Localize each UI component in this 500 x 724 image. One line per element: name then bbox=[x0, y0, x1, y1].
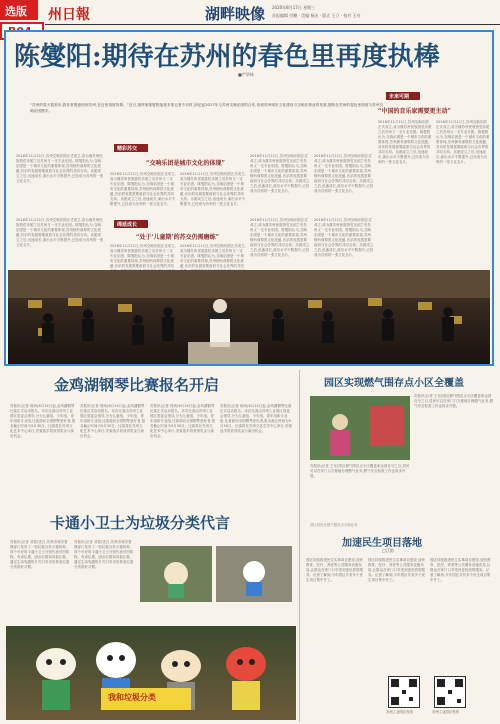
cartoon-thumb-1 bbox=[140, 546, 212, 602]
qr-code-1[interactable] bbox=[388, 676, 420, 708]
livelihood-body-col-3: 园区持续推进民生实事项目建设,加快教育、医疗、养老等公共服务设施布局,让群众在家门口享受到更优质的服务。记者了解到,今年园区共有多个民生项目集中开工。 bbox=[430, 558, 491, 582]
cartoon-figures bbox=[6, 626, 296, 720]
gas-article[interactable] bbox=[302, 370, 496, 530]
livelihood-headline: 加速民生项目落地 bbox=[342, 538, 422, 549]
piano-body-col-2: 苏报讯(记者 蒋尚)8月14日起,金鸡湖钢琴比赛正式启动报名。本次比赛由苏州工业园区管委会指导,分为儿童组、少年组、青年组和专业组,比赛面向全国钢琴爱好者,报名截止时间为9月30日。比赛将在苏州文化艺术中心举行,决赛选手将获得奖金与演出机会。 bbox=[80, 404, 146, 438]
piano-body-col-4: 苏报讯(记者 蒋尚)8月14日起,金鸡湖钢琴比赛正式启动报名。本次比赛由苏州工业园区管委会指导,分为儿童组、少年组、青年组和专业组,比赛面向全国钢琴爱好者,报名截止时间为9月30日。比赛将在苏州文化艺术中心举行,决赛选手将获得奖金与演出机会。 bbox=[220, 404, 293, 433]
conductor-figure bbox=[208, 299, 232, 347]
lead-body-col-9: 2016年11月11日,苏州交响乐团正式成立,成为继苏州民族管弦乐团之后苏州又一支专业乐团。陈燮阳认为,交响乐团是一个城市文化的重要体现,苏州拥有深厚的文化底蕴,音乐的发展需要政府与社会各界的共同支持。乐团成立之后,迅速成长,演出水平不断提升,已经成为苏州的一张文化名片。 bbox=[250, 218, 310, 257]
select-edition-label: 选版 bbox=[5, 5, 27, 18]
lead-body-col-1: 2016年11月11日,苏州交响乐团正式成立,成为继苏州民族管弦乐团之后苏州又一支专业乐团。陈燮阳认为,交响乐团是一个城市文化的重要体现,苏州拥有深厚的文化底蕴,音乐的发展需要政府与社会各界的共同支持。乐团成立之后,迅速成长,演出水平不断提升,已经成为苏州的一张文化名片。 bbox=[16, 154, 104, 183]
cartoon-main-photo bbox=[6, 626, 296, 720]
piano-article[interactable] bbox=[6, 370, 296, 508]
cartoon-thumb-2 bbox=[216, 546, 292, 602]
lead-article[interactable] bbox=[4, 30, 494, 366]
masthead-meta-2: 苏报编辑 付栅 · 美编 杨洁 · 版式 王立 · 校对 王舟 bbox=[272, 13, 361, 18]
lead-headline: 陈燮阳:期待在苏州的春色里再度执棒 bbox=[14, 42, 440, 72]
lead-body-col-5: 2016年11月11日,苏州交响乐团正式成立,成为继苏州民族管弦乐团之后苏州又一支专业乐团。陈燮阳认为,交响乐团是一个城市文化的重要体现,苏州拥有深厚的文化底蕴,音乐的发展需要政府与社会各界的共同支持。乐团成立之后,迅速成长,演出水平不断提升,已经成为苏州的一张文化名片。 bbox=[314, 154, 374, 193]
cartoon-sign: 我和垃圾分类 bbox=[108, 693, 156, 702]
tag-growth: 绵延成长 bbox=[114, 220, 148, 228]
lead-sub-heading-2: “处于‘儿童期’的苏交仍需磨练” bbox=[136, 234, 220, 241]
lead-body-col-2: 2016年11月11日,苏州交响乐团正式成立,成为继苏州民族管弦乐团之后苏州又一支专业乐团。陈燮阳认为,交响乐团是一个城市文化的重要体现,苏州拥有深厚的文化底蕴,音乐的发展需要政府与社会各界的共同支持。乐团成立之后,迅速成长,演出水平不断提升,已经成为苏州的一张文化名片。 bbox=[110, 172, 176, 206]
gas-photo bbox=[310, 396, 410, 460]
orchestra-photo bbox=[8, 270, 490, 364]
lead-intro: “苏州的春天很美好,我非常愿意回到苏州,在这里再度执棒。”近日,指挥家陈燮阳接受本报记者专访时,回忆起2017年与苏州交响乐团的合作,谈到苏州城市文化建设与交响乐事业的发展,期待在苏州的春色里再度与苏州交响乐团携手。 bbox=[30, 103, 384, 113]
qr-code-2[interactable] bbox=[434, 676, 466, 708]
cartoon-body-col-1: 苏报讯(记者 刘春)近日,苏州市城市管理部门发布了一组垃圾分类卡通形象,四个可爱的卡通小卫士分别代表可回收物、有害垃圾、厨余垃圾和其他垃圾,通过生动有趣的方式引导市民养成垃圾分类的好习惯。 bbox=[10, 540, 70, 569]
lead-body-col-6: 2016年11月11日,苏州交响乐团正式成立,成为继苏州民族管弦乐团之后苏州又一支专业乐团。陈燮阳认为,交响乐团是一个城市文化的重要体现,苏州拥有深厚的文化底蕴,音乐的发展需要政府与社会各界的共同支持。乐团成立之后,迅速成长,演出水平不断提升,已经成为苏州的一张文化名片。 bbox=[16, 218, 104, 247]
lead-body-col-3: 2016年11月11日,苏州交响乐团正式成立,成为继苏州民族管弦乐团之后苏州又一支专业乐团。陈燮阳认为,交响乐团是一个城市文化的重要体现,苏州拥有深厚的文化底蕴,音乐的发展需要政府与社会各界的共同支持。乐团成立之后,迅速成长,演出水平不断提升,已经成为苏州的一张文化名片。 bbox=[180, 172, 246, 206]
cartoon-headline: 卡通小卫士为垃圾分类代言 bbox=[50, 514, 231, 532]
masthead-meta-1: 2020年8月17日 星期三 bbox=[272, 5, 316, 10]
gas-headline: 园区实现燃气围存点小区全覆盖 bbox=[324, 378, 464, 389]
livelihood-body-col-2: 园区持续推进民生实事项目建设,加快教育、医疗、养老等公共服务设施布局,让群众在家门口享受到更优质的服务。记者了解到,今年园区共有多个民生项目集中开工。 bbox=[368, 558, 426, 582]
piano-body-col-3: 苏报讯(记者 蒋尚)8月14日起,金鸡湖钢琴比赛正式启动报名。本次比赛由苏州工业园区管委会指导,分为儿童组、少年组、青年组和专业组,比赛面向全国钢琴爱好者,报名截止时间为9月30日。比赛将在苏州文化艺术中心举行,决赛选手将获得奖金与演出机会。 bbox=[150, 404, 216, 438]
column-divider bbox=[299, 370, 300, 722]
lead-body-col-4: 2016年11月11日,苏州交响乐团正式成立,成为继苏州民族管弦乐团之后苏州又一支专业乐团。陈燮阳认为,交响乐团是一个城市文化的重要体现,苏州拥有深厚的文化底蕴,音乐的发展需要政府与社会各界的共同支持。乐团成立之后,迅速成长,演出水平不断提升,已经成为苏州的一张文化名片。 bbox=[250, 154, 310, 193]
masthead-divider bbox=[45, 24, 500, 25]
lead-sub-heading-3: “中国的音乐家需要更主动” bbox=[378, 108, 451, 115]
lead-sub-heading-1: “交响乐团是城市文化的体现” bbox=[146, 160, 225, 167]
section-title: 湖畔映像 bbox=[205, 5, 266, 23]
cartoon-article[interactable] bbox=[6, 510, 296, 720]
livelihood-article[interactable] bbox=[302, 532, 496, 720]
lead-body-col-r1: 2016年11月11日,苏州交响乐团正式成立,成为继苏州民族管弦乐团之后苏州又一支专业乐团。陈燮阳认为,交响乐团是一个城市文化的重要体现,苏州拥有深厚的文化底蕴,音乐的发展需要政府与社会各界的共同支持。乐团成立之后,迅速成长,演出水平不断提升,已经成为苏州的一张文化名片。 bbox=[378, 120, 432, 164]
masthead bbox=[0, 0, 500, 30]
orchestra-illustration bbox=[8, 270, 490, 364]
qr-label-1: 苏州工业园区发布 bbox=[386, 710, 414, 714]
tag-wonderful: 精彩苏交 bbox=[114, 144, 148, 152]
piano-body-col-1: 苏报讯(记者 蒋尚)8月14日起,金鸡湖钢琴比赛正式启动报名。本次比赛由苏州工业园区管委会指导,分为儿童组、少年组、青年组和专业组,比赛面向全国钢琴爱好者,报名截止时间为9月30日。比赛将在苏州文化艺术中心举行,决赛选手将获得奖金与演出机会。 bbox=[10, 404, 76, 438]
lead-body-col-8: 2016年11月11日,苏州交响乐团正式成立,成为继苏州民族管弦乐团之后苏州又一支专业乐团。陈燮阳认为,交响乐团是一个城市文化的重要体现,苏州拥有深厚的文化底蕴,音乐的发展需要政府与社会各界的共同 bbox=[180, 244, 246, 268]
tag-future: 未来可期 bbox=[386, 92, 420, 100]
livelihood-body-col-1: 园区持续推进民生实事项目建设,加快教育、医疗、养老等公共服务设施布局,让群众在家门口享受到更优质的服务。记者了解到,今年园区共有多个民生项目集中开工。 bbox=[306, 558, 364, 582]
qr-label-2: 苏州工业园区发布 bbox=[432, 710, 460, 714]
cartoon-body-col-2: 苏报讯(记者 刘春)近日,苏州市城市管理部门发布了一组垃圾分类卡通形象,四个可爱的卡通小卫士分别代表可回收物、有害垃圾、厨余垃圾和其他垃圾,通过生动有趣的方式引导市民养成垃圾分类的好习惯。 bbox=[74, 540, 134, 569]
lead-body-col-7: 2016年11月11日,苏州交响乐团正式成立,成为继苏州民族管弦乐团之后苏州又一支专业乐团。陈燮阳认为,交响乐团是一个城市文化的重要体现,苏州拥有深厚的文化底蕴,音乐的发展需要政府与社会各界的共同 bbox=[110, 244, 176, 268]
lead-byline: ■严华林 bbox=[238, 72, 254, 77]
piano-headline: 金鸡湖钢琴比赛报名开启 bbox=[54, 376, 220, 394]
livelihood-byline: □江韵 bbox=[382, 548, 394, 553]
lead-body-col-r2: 2016年11月11日,苏州交响乐团正式成立,成为继苏州民族管弦乐团之后苏州又一支专业乐团。陈燮阳认为,交响乐团是一个城市文化的重要体现,苏州拥有深厚的文化底蕴,音乐的发展需要政府与社会各界的共同支持。乐团成立之后,迅速成长,演出水平不断提升,已经成为苏州的一张文化名片。 bbox=[436, 120, 490, 164]
gas-photo-caption: 园区居民在燃气服务点办理业务 bbox=[310, 523, 358, 527]
paper-name: 州日報 bbox=[48, 7, 90, 23]
gas-body-col-1: 苏报讯(记者 王东)园区燃气围存点小区覆盖率达到百分之百,居民可以在家门口方便地办理燃气业务,燃气安全检查工作也同步开展。 bbox=[414, 394, 494, 408]
select-edition-button[interactable] bbox=[0, 0, 38, 20]
lead-body-col-10: 2016年11月11日,苏州交响乐团正式成立,成为继苏州民族管弦乐团之后苏州又一支专业乐团。陈燮阳认为,交响乐团是一个城市文化的重要体现,苏州拥有深厚的文化底蕴,音乐的发展需要政府与社会各界的共同支持。乐团成立之后,迅速成长,演出水平不断提升,已经成为苏州的一张文化名片。 bbox=[314, 218, 374, 257]
gas-body-col-2: 苏报讯(记者 王东)园区燃气围存点小区覆盖率达到百分之百,居民可以在家门口方便地办理燃气业务,燃气安全检查工作也同步开展。 bbox=[310, 464, 410, 478]
